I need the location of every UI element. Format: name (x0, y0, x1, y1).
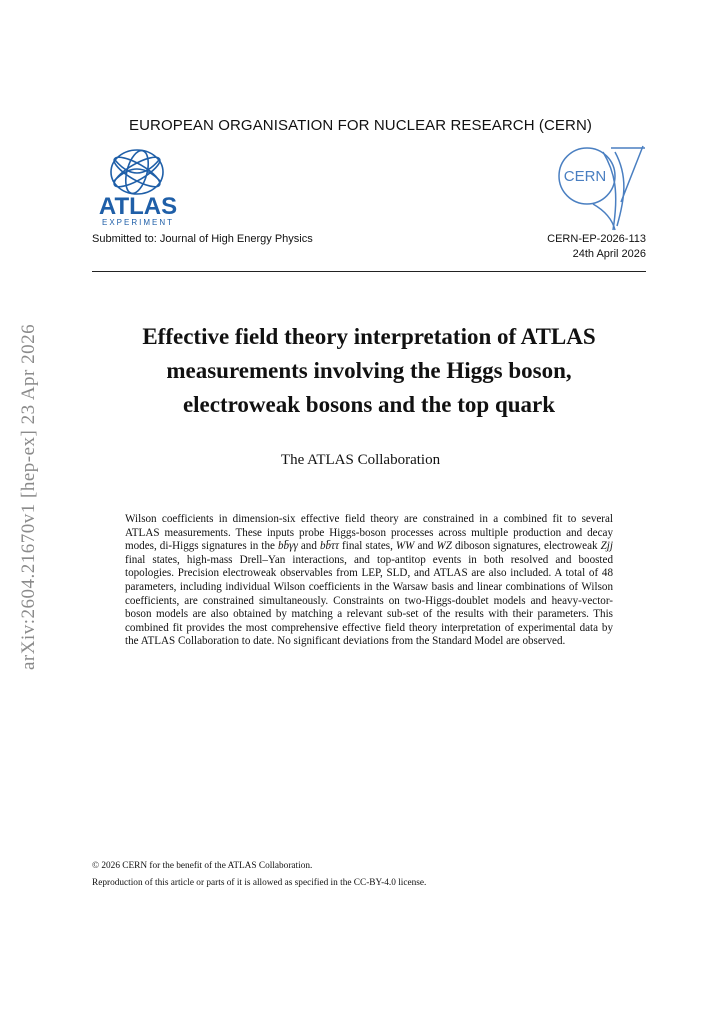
atlas-globe-icon (93, 146, 183, 228)
submitted-to-journal: Submitted to: Journal of High Energy Physics (92, 233, 313, 245)
organisation-header: EUROPEAN ORGANISATION FOR NUCLEAR RESEARCH (CERN) (128, 117, 592, 134)
abstract-text-4: and (414, 540, 437, 553)
title-line-2: measurements involving the Higgs boson, (166, 358, 572, 383)
atlas-experiment-logo (93, 146, 183, 228)
abstract-text-6: final states, high-mass Drell–Yan interactions, and top-antitop events in both resolved and boosted topologies. Precision electroweak observables from LEP, SLD, and ATLAS are also included. A total of 48 parameters, including individual Wilson coefficients in the Warsaw basis and linear combinations of Wilson coefficients, are constrained simultaneously. Constraints on two-Higgs-doublet models and heavy-vector-boson models are also obtained by matching a relevant sub-set of the results with their parameters. This combined fit provides the most comprehensive effective field theory interpretation of experimental data by the ATLAS Collaboration to date. No significant deviations from the Standard Model are observed. (125, 553, 613, 648)
cern-logo (553, 142, 649, 232)
report-date: 24th April 2026 (572, 248, 646, 260)
abstract-text-1: Wilson coefficients in dimension-six effective field theory are constrained in a combined fit to several ATLAS measurements. These inputs probe Higgs-boson processes across multiple production and decay modes, di-Higgs signatures in the (125, 513, 613, 553)
math-ww: WW (395, 540, 415, 553)
cern-ring-icon (553, 142, 649, 232)
header-divider (92, 271, 646, 272)
title-line-1: Effective field theory interpretation of ATLAS (142, 324, 596, 349)
copyright-notice: © 2026 CERN for the benefit of the ATLAS Collaboration. (92, 861, 313, 871)
paper-title (92, 320, 646, 422)
atlas-experiment-label: EXPERIMENT (101, 218, 175, 227)
math-bbyy: bb̄γγ (277, 540, 298, 553)
atlas-wordmark: ATLAS (98, 193, 178, 220)
abstract-text-2: and (297, 540, 320, 553)
math-wz: WZ (436, 540, 452, 553)
report-number: CERN-EP-2026-113 (547, 233, 646, 245)
math-zjj: Zjj (600, 540, 613, 553)
math-bbtautau: bb̄ττ (319, 540, 339, 553)
abstract-text-3: final states, (339, 540, 396, 553)
abstract (125, 513, 613, 649)
title-line-3: electroweak bosons and the top quark (182, 392, 556, 417)
cern-wordmark: CERN (563, 168, 607, 185)
abstract-text-5: diboson signatures, electroweak (451, 540, 601, 553)
arxiv-identifier: arXiv:2604.21670v1 [hep-ex] 23 Apr 2026 (18, 323, 39, 671)
license-notice: Reproduction of this article or parts of it is allowed as specified in the CC-BY-4.0 license. (92, 878, 427, 888)
author-list: The ATLAS Collaboration (280, 452, 441, 468)
